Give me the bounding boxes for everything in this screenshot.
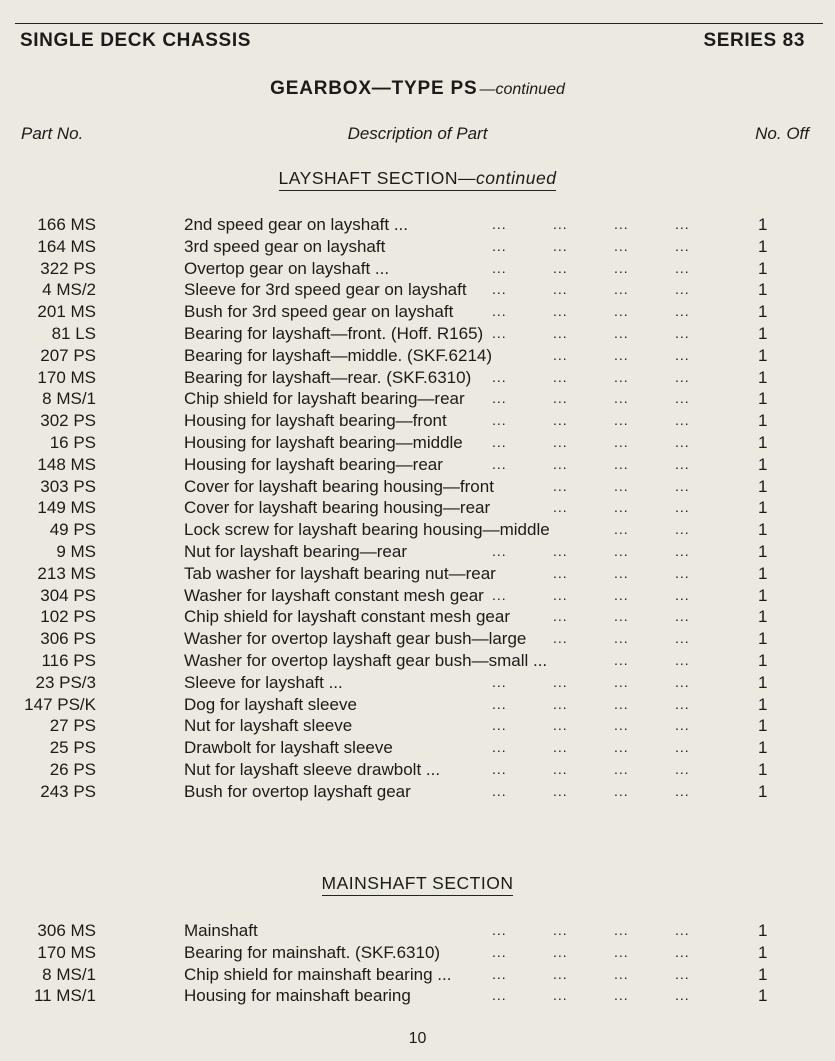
table-row bbox=[0, 985, 835, 1007]
part-number: 201 MS bbox=[37, 302, 96, 322]
leader-dots: ... bbox=[553, 216, 568, 232]
leader-dots: ... bbox=[675, 651, 690, 668]
part-number: 164 MS bbox=[37, 236, 96, 256]
leader-dots: ... bbox=[492, 987, 507, 1004]
gearbox-title: GEARBOX—TYPE PS bbox=[270, 78, 478, 99]
part-number: 49 PS bbox=[49, 520, 96, 540]
table-row bbox=[0, 214, 835, 236]
part-description: Housing for layshaft bearing—front bbox=[184, 411, 447, 431]
table-row bbox=[0, 715, 835, 737]
leader-dots: ... bbox=[492, 695, 507, 712]
leader-dots: ... bbox=[553, 782, 568, 799]
leader-dots: ... bbox=[614, 922, 629, 938]
leader-dots: ... bbox=[553, 324, 568, 341]
leader-dots: ... bbox=[492, 324, 507, 341]
leader-dots: ... bbox=[675, 542, 690, 559]
part-number: 302 PS bbox=[40, 411, 96, 431]
chassis-heading: SINGLE DECK CHASSIS bbox=[20, 30, 251, 51]
table-row bbox=[0, 628, 835, 650]
quantity: 1 bbox=[758, 520, 768, 540]
leader-dots: ... bbox=[492, 965, 507, 982]
leader-dots: ... bbox=[675, 717, 690, 734]
leader-dots: ... bbox=[492, 586, 507, 603]
leader-dots: ... bbox=[614, 237, 629, 254]
part-description: Housing for mainshaft bearing bbox=[184, 986, 411, 1006]
table-row bbox=[0, 279, 835, 301]
quantity: 1 bbox=[758, 585, 768, 605]
part-description: Chip shield for layshaft bearing—rear bbox=[184, 389, 465, 409]
quantity: 1 bbox=[758, 921, 768, 940]
table-row bbox=[0, 323, 835, 345]
part-number: 304 PS bbox=[40, 585, 96, 605]
page-number: 10 bbox=[408, 1030, 427, 1047]
leader-dots: ... bbox=[614, 259, 629, 276]
leader-dots: ... bbox=[614, 281, 629, 298]
no-off-column-header: No. Off bbox=[755, 124, 809, 143]
part-description: Washer for overtop layshaft gear bush—small ... bbox=[184, 650, 548, 670]
table-row bbox=[0, 367, 835, 389]
leader-dots: ... bbox=[492, 782, 507, 799]
part-description: Dog for layshaft sleeve bbox=[184, 694, 357, 714]
leader-dots: ... bbox=[614, 695, 629, 712]
quantity: 1 bbox=[758, 389, 768, 409]
part-number: 8 MS/1 bbox=[42, 389, 96, 409]
part-number: 207 PS bbox=[40, 345, 96, 365]
part-description: Chip shield for mainshaft bearing ... bbox=[184, 964, 452, 984]
quantity: 1 bbox=[758, 498, 768, 518]
part-description: Washer for layshaft constant mesh gear bbox=[184, 585, 484, 605]
leader-dots: ... bbox=[492, 943, 507, 960]
leader-dots: ... bbox=[614, 760, 629, 777]
part-description: Bush for overtop layshaft gear bbox=[184, 781, 411, 801]
leader-dots: ... bbox=[553, 965, 568, 982]
leader-dots: ... bbox=[614, 216, 629, 232]
mainshaft-section-title bbox=[0, 873, 835, 894]
leader-dots: ... bbox=[553, 717, 568, 734]
leader-dots: ... bbox=[675, 412, 690, 429]
leader-dots: ... bbox=[675, 521, 690, 538]
quantity: 1 bbox=[758, 563, 768, 583]
leader-dots: ... bbox=[553, 564, 568, 581]
leader-dots: ... bbox=[553, 477, 568, 494]
leader-dots: ... bbox=[553, 922, 568, 938]
leader-dots: ... bbox=[675, 324, 690, 341]
quantity: 1 bbox=[758, 986, 768, 1006]
leader-dots: ... bbox=[614, 782, 629, 799]
layshaft-title: LAYSHAFT SECTION bbox=[278, 168, 459, 188]
part-number: 213 MS bbox=[37, 563, 96, 583]
quantity: 1 bbox=[758, 411, 768, 431]
leader-dots: ... bbox=[675, 259, 690, 276]
quantity: 1 bbox=[758, 432, 768, 452]
leader-dots: ... bbox=[553, 281, 568, 298]
leader-dots: ... bbox=[492, 237, 507, 254]
part-description: 2nd speed gear on layshaft ... bbox=[184, 215, 408, 234]
part-description: Bearing for layshaft—front. (Hoff. R165) bbox=[184, 323, 484, 343]
part-number: 116 PS bbox=[41, 650, 96, 670]
leader-dots: ... bbox=[614, 630, 629, 647]
leader-dots: ... bbox=[614, 455, 629, 472]
leader-dots: ... bbox=[553, 542, 568, 559]
part-number: 306 PS bbox=[40, 629, 96, 649]
layshaft-section-title bbox=[0, 168, 835, 189]
leader-dots: ... bbox=[553, 412, 568, 429]
leader-dots: ... bbox=[492, 216, 507, 232]
leader-dots: ... bbox=[614, 368, 629, 385]
table-row bbox=[0, 781, 835, 803]
part-number: 149 MS bbox=[37, 498, 96, 518]
leader-dots: ... bbox=[492, 673, 507, 690]
leader-dots: ... bbox=[553, 586, 568, 603]
quantity: 1 bbox=[758, 607, 768, 627]
leader-dots: ... bbox=[553, 630, 568, 647]
quantity: 1 bbox=[758, 541, 768, 561]
part-description: Washer for overtop layshaft gear bush—large bbox=[184, 629, 527, 649]
part-number: 148 MS bbox=[37, 454, 96, 474]
quantity: 1 bbox=[758, 716, 768, 736]
part-description: Housing for layshaft bearing—middle bbox=[184, 432, 463, 452]
leader-dots: ... bbox=[553, 673, 568, 690]
leader-dots: ... bbox=[675, 390, 690, 407]
leader-dots: ... bbox=[675, 987, 690, 1004]
mainshaft-title: MAINSHAFT SECTION bbox=[321, 873, 514, 893]
table-row bbox=[0, 759, 835, 781]
leader-dots: ... bbox=[492, 433, 507, 450]
part-description: Sleeve for 3rd speed gear on layshaft bbox=[184, 280, 467, 300]
table-row bbox=[0, 454, 835, 476]
leader-dots: ... bbox=[675, 455, 690, 472]
table-row bbox=[0, 345, 835, 367]
leader-dots: ... bbox=[553, 695, 568, 712]
table-row bbox=[0, 301, 835, 323]
part-description: Cover for layshaft bearing housing—rear bbox=[184, 498, 491, 518]
leader-dots: ... bbox=[553, 368, 568, 385]
leader-dots: ... bbox=[675, 281, 690, 298]
part-number: 322 PS bbox=[40, 258, 96, 278]
layshaft-parts-list bbox=[0, 214, 835, 803]
quantity: 1 bbox=[758, 367, 768, 387]
leader-dots: ... bbox=[492, 455, 507, 472]
leader-dots: ... bbox=[614, 521, 629, 538]
table-row bbox=[0, 694, 835, 716]
quantity: 1 bbox=[758, 738, 768, 758]
part-number: 170 MS bbox=[37, 942, 96, 962]
table-row bbox=[0, 964, 835, 986]
leader-dots: ... bbox=[614, 739, 629, 756]
leader-dots: ... bbox=[614, 586, 629, 603]
header-rule bbox=[15, 23, 823, 24]
leader-dots: ... bbox=[675, 564, 690, 581]
description-column-header: Description of Part bbox=[347, 124, 488, 143]
part-description: Tab washer for layshaft bearing nut—rear bbox=[184, 563, 496, 583]
title-continued: —continued bbox=[479, 81, 565, 98]
quantity: 1 bbox=[758, 964, 768, 984]
leader-dots: ... bbox=[492, 281, 507, 298]
leader-dots: ... bbox=[492, 760, 507, 777]
leader-dots: ... bbox=[553, 237, 568, 254]
leader-dots: ... bbox=[553, 303, 568, 320]
quantity: 1 bbox=[758, 258, 768, 278]
part-number: 147 PS/K bbox=[24, 694, 96, 714]
leader-dots: ... bbox=[675, 739, 690, 756]
series-heading: SERIES 83 bbox=[703, 30, 805, 51]
leader-dots: ... bbox=[492, 368, 507, 385]
leader-dots: ... bbox=[675, 608, 690, 625]
leader-dots: ... bbox=[553, 346, 568, 363]
leader-dots: ... bbox=[614, 987, 629, 1004]
leader-dots: ... bbox=[492, 303, 507, 320]
part-description: Nut for layshaft bearing—rear bbox=[184, 541, 407, 561]
part-number: 27 PS bbox=[49, 716, 96, 736]
leader-dots: ... bbox=[614, 433, 629, 450]
part-number: 8 MS/1 bbox=[42, 964, 96, 984]
leader-dots: ... bbox=[492, 259, 507, 276]
leader-dots: ... bbox=[675, 237, 690, 254]
quantity: 1 bbox=[758, 942, 768, 962]
part-number: 303 PS bbox=[40, 476, 96, 496]
leader-dots: ... bbox=[675, 965, 690, 982]
table-row bbox=[0, 432, 835, 454]
table-row bbox=[0, 942, 835, 964]
part-number: 4 MS/2 bbox=[42, 280, 96, 300]
leader-dots: ... bbox=[675, 477, 690, 494]
leader-dots: ... bbox=[675, 695, 690, 712]
table-row bbox=[0, 606, 835, 628]
table-row bbox=[0, 920, 835, 942]
part-description: Nut for layshaft sleeve drawbolt ... bbox=[184, 759, 441, 779]
quantity: 1 bbox=[758, 694, 768, 714]
part-description: Bearing for layshaft—middle. (SKF.6214) bbox=[184, 345, 493, 365]
part-description: Nut for layshaft sleeve bbox=[184, 716, 353, 736]
leader-dots: ... bbox=[675, 346, 690, 363]
table-row bbox=[0, 258, 835, 280]
leader-dots: ... bbox=[492, 739, 507, 756]
layshaft-continued: —continued bbox=[458, 168, 557, 188]
leader-dots: ... bbox=[492, 412, 507, 429]
quantity: 1 bbox=[758, 454, 768, 474]
part-number: 81 LS bbox=[51, 323, 96, 343]
leader-dots: ... bbox=[553, 760, 568, 777]
quantity: 1 bbox=[758, 302, 768, 322]
part-description: Bearing for layshaft—rear. (SKF.6310) bbox=[184, 367, 472, 387]
table-row bbox=[0, 737, 835, 759]
part-no-column-header: Part No. bbox=[21, 124, 84, 143]
leader-dots: ... bbox=[492, 717, 507, 734]
part-number: 25 PS bbox=[49, 738, 96, 758]
part-description: Bush for 3rd speed gear on layshaft bbox=[184, 302, 454, 322]
leader-dots: ... bbox=[614, 499, 629, 516]
table-row bbox=[0, 497, 835, 519]
table-row bbox=[0, 476, 835, 498]
part-number: 102 PS bbox=[40, 607, 96, 627]
leader-dots: ... bbox=[614, 324, 629, 341]
part-description: Chip shield for layshaft constant mesh gear bbox=[184, 607, 511, 627]
leader-dots: ... bbox=[614, 608, 629, 625]
table-row bbox=[0, 585, 835, 607]
leader-dots: ... bbox=[675, 922, 690, 938]
leader-dots: ... bbox=[553, 608, 568, 625]
part-number: 23 PS/3 bbox=[35, 672, 96, 692]
part-description: 3rd speed gear on layshaft bbox=[184, 236, 386, 256]
part-description: Overtop gear on layshaft ... bbox=[184, 258, 390, 278]
table-row bbox=[0, 563, 835, 585]
part-number: 243 PS bbox=[40, 781, 96, 801]
quantity: 1 bbox=[758, 236, 768, 256]
quantity: 1 bbox=[758, 476, 768, 496]
part-number: 16 PS bbox=[49, 432, 96, 452]
leader-dots: ... bbox=[492, 390, 507, 407]
leader-dots: ... bbox=[553, 433, 568, 450]
leader-dots: ... bbox=[675, 499, 690, 516]
leader-dots: ... bbox=[614, 651, 629, 668]
leader-dots: ... bbox=[553, 987, 568, 1004]
mainshaft-parts-list bbox=[0, 920, 835, 1007]
leader-dots: ... bbox=[675, 630, 690, 647]
leader-dots: ... bbox=[675, 586, 690, 603]
part-description: Housing for layshaft bearing—rear bbox=[184, 454, 443, 474]
leader-dots: ... bbox=[553, 739, 568, 756]
quantity: 1 bbox=[758, 345, 768, 365]
quantity: 1 bbox=[758, 759, 768, 779]
part-number: 170 MS bbox=[37, 367, 96, 387]
part-number: 9 MS bbox=[56, 541, 96, 561]
table-row bbox=[0, 410, 835, 432]
leader-dots: ... bbox=[614, 965, 629, 982]
part-number: 26 PS bbox=[49, 759, 96, 779]
part-number: 306 MS bbox=[37, 921, 96, 940]
table-row bbox=[0, 388, 835, 410]
quantity: 1 bbox=[758, 781, 768, 801]
leader-dots: ... bbox=[553, 943, 568, 960]
quantity: 1 bbox=[758, 629, 768, 649]
table-row bbox=[0, 236, 835, 258]
leader-dots: ... bbox=[553, 455, 568, 472]
quantity: 1 bbox=[758, 215, 768, 234]
leader-dots: ... bbox=[614, 412, 629, 429]
page-title bbox=[0, 78, 835, 100]
leader-dots: ... bbox=[614, 943, 629, 960]
leader-dots: ... bbox=[675, 216, 690, 232]
part-number: 11 MS/1 bbox=[33, 986, 96, 1006]
leader-dots: ... bbox=[553, 390, 568, 407]
quantity: 1 bbox=[758, 672, 768, 692]
table-row bbox=[0, 650, 835, 672]
leader-dots: ... bbox=[614, 346, 629, 363]
quantity: 1 bbox=[758, 650, 768, 670]
leader-dots: ... bbox=[614, 303, 629, 320]
leader-dots: ... bbox=[553, 259, 568, 276]
leader-dots: ... bbox=[614, 564, 629, 581]
part-description: Mainshaft bbox=[184, 921, 258, 940]
part-description: Lock screw for layshaft bearing housing—middle bbox=[184, 520, 550, 540]
leader-dots: ... bbox=[675, 303, 690, 320]
leader-dots: ... bbox=[675, 782, 690, 799]
leader-dots: ... bbox=[553, 499, 568, 516]
leader-dots: ... bbox=[675, 433, 690, 450]
table-row bbox=[0, 541, 835, 563]
part-description: Drawbolt for layshaft sleeve bbox=[184, 738, 393, 758]
quantity: 1 bbox=[758, 323, 768, 343]
leader-dots: ... bbox=[675, 673, 690, 690]
leader-dots: ... bbox=[614, 390, 629, 407]
leader-dots: ... bbox=[675, 368, 690, 385]
quantity: 1 bbox=[758, 280, 768, 300]
leader-dots: ... bbox=[614, 673, 629, 690]
table-row bbox=[0, 519, 835, 541]
part-number: 166 MS bbox=[37, 215, 96, 234]
part-description: Sleeve for layshaft ... bbox=[184, 672, 343, 692]
part-description: Cover for layshaft bearing housing—front bbox=[184, 476, 494, 496]
leader-dots: ... bbox=[492, 922, 507, 938]
leader-dots: ... bbox=[675, 760, 690, 777]
leader-dots: ... bbox=[492, 542, 507, 559]
leader-dots: ... bbox=[614, 542, 629, 559]
table-row bbox=[0, 672, 835, 694]
leader-dots: ... bbox=[614, 477, 629, 494]
part-description: Bearing for mainshaft. (SKF.6310) bbox=[184, 942, 441, 962]
leader-dots: ... bbox=[675, 943, 690, 960]
leader-dots: ... bbox=[614, 717, 629, 734]
